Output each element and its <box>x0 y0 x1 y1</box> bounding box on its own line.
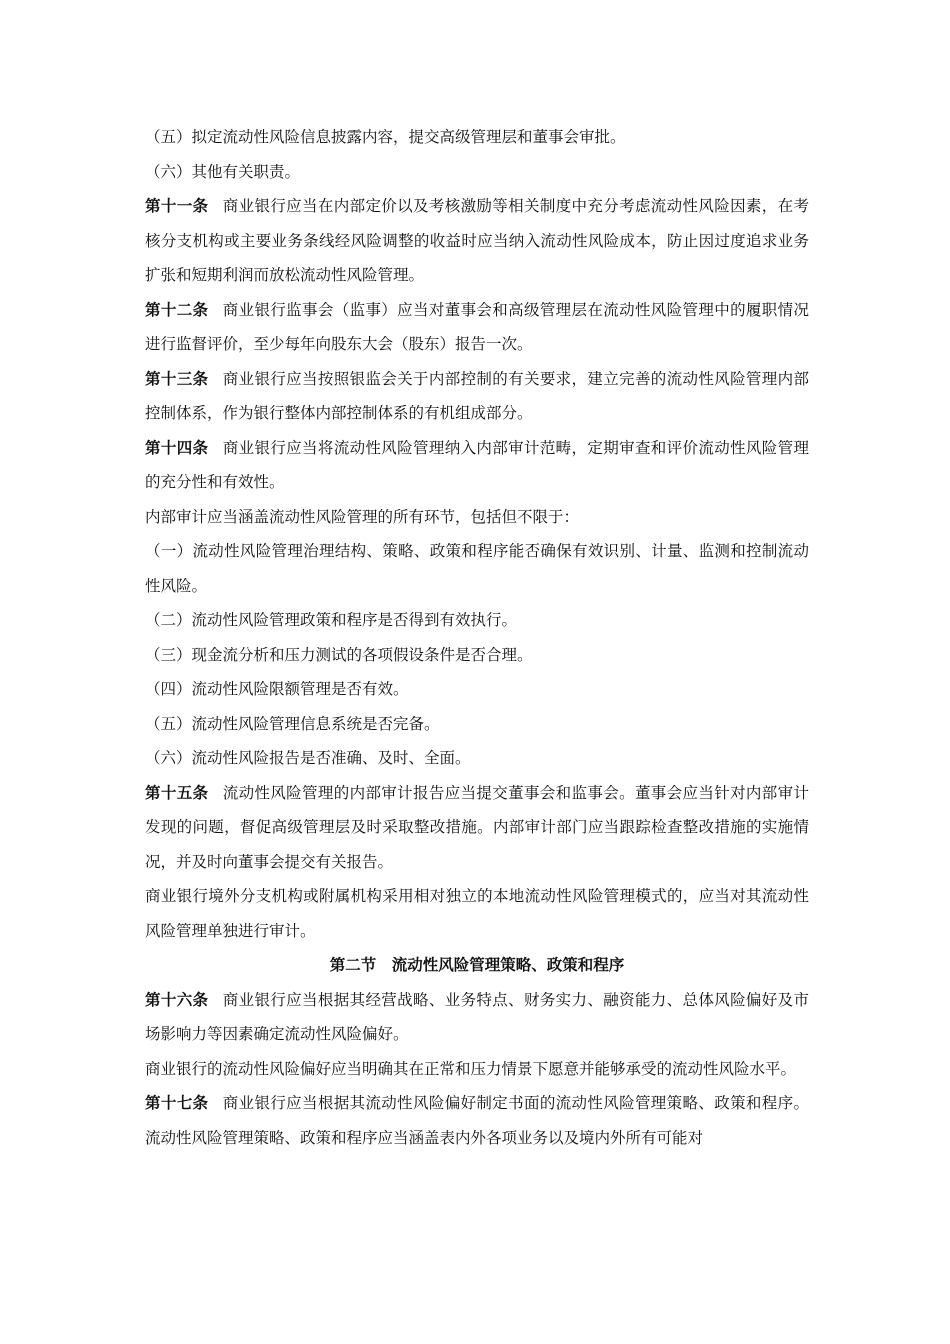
article-paragraph <box>145 189 809 293</box>
article-number: 第十六条 <box>145 990 209 1009</box>
paragraph-text: 商业银行应当根据其流动性风险偏好制定书面的流动性风险管理策略、政策和程序。流动性风险管理策略、政策和程序应当涵盖表内外各项业务以及境内外所有可能对 <box>145 1094 809 1147</box>
plain-paragraph <box>145 500 809 535</box>
paragraph-text: 商业银行境外分支机构或附属机构采用相对独立的本地流动性风险管理模式的，应当对其流动性风险管理单独进行审计。 <box>145 887 809 940</box>
paragraph-text: （二）流动性风险管理政策和程序是否得到有效执行。 <box>145 611 518 629</box>
paragraph-text: 商业银行应当将流动性风险管理纳入内部审计范畴，定期审查和评价流动性风险管理的充分性和有效性。 <box>145 438 809 491</box>
article-paragraph <box>145 362 809 431</box>
paragraph-text: 内部审计应当涵盖流动性风险管理的所有环节，包括但不限于： <box>145 507 580 526</box>
paragraph-text: 流动性风险管理的内部审计报告应当提交董事会和监事会。董事会应当针对内部审计发现的问题，督促高级管理层及时采取整改措施。内部审计部门应当跟踪检查整改措施的实施情况，并及时向董事会提交有关报告。 <box>145 783 809 871</box>
article-number: 第十五条 <box>145 783 209 802</box>
article-paragraph <box>145 293 809 362</box>
article-paragraph <box>145 1086 809 1155</box>
section-heading: 第二节 流动性风险管理策略、政策和程序 <box>329 956 625 974</box>
article-paragraph <box>145 776 809 880</box>
article-paragraph <box>145 431 809 500</box>
plain-paragraph <box>145 1052 809 1087</box>
article-number: 第十三条 <box>145 369 209 388</box>
article-number: 第十七条 <box>145 1094 209 1112</box>
paragraph-text: （六）流动性风险报告是否准确、及时、全面。 <box>145 749 471 767</box>
paragraph-text: 商业银行的流动性风险偏好应当明确其在正常和压力情景下愿意并能够承受的流动性风险水平。 <box>145 1059 797 1078</box>
item-paragraph <box>145 638 809 673</box>
article-number: 第十四条 <box>145 438 209 457</box>
paragraph-text: （四）流动性风险限额管理是否有效。 <box>145 680 409 698</box>
article-number: 第十二条 <box>145 300 209 319</box>
article-number: 第十一条 <box>145 197 209 215</box>
item-paragraph <box>145 707 809 742</box>
paragraph-text: 商业银行应当在内部定价以及考核激励等相关制度中充分考虑流动性风险因素，在考核分支机构或主要业务条线经风险调整的收益时应当纳入流动性风险成本，防止因过度追求业务扩张和短期利润而放松流动性风险管理。 <box>145 197 809 284</box>
paragraph-text: 商业银行应当根据其经营战略、业务特点、财务实力、融资能力、总体风险偏好及市场影响力等因素确定流动性风险偏好。 <box>145 990 809 1043</box>
paragraph-text: （六）其他有关职责。 <box>145 162 301 181</box>
item-paragraph <box>145 603 809 638</box>
item-paragraph <box>145 534 809 603</box>
item-paragraph <box>145 155 809 190</box>
item-paragraph <box>145 672 809 707</box>
paragraph-text: （三）现金流分析和压力测试的各项假设条件是否合理。 <box>145 645 533 664</box>
paragraph-text: 商业银行监事会（监事）应当对董事会和高级管理层在流动性风险管理中的履职情况进行监督评价，至少每年向股东大会（股东）报告一次。 <box>145 300 809 353</box>
item-paragraph <box>145 120 809 155</box>
item-paragraph <box>145 741 809 776</box>
paragraph-text: （五）流动性风险管理信息系统是否完备。 <box>145 714 440 733</box>
article-paragraph <box>145 983 809 1052</box>
plain-paragraph <box>145 879 809 948</box>
paragraph-text: 商业银行应当按照银监会关于内部控制的有关要求，建立完善的流动性风险管理内部控制体系，作为银行整体内部控制体系的有机组成部分。 <box>145 369 809 422</box>
paragraph-text: （五）拟定流动性风险信息披露内容，提交高级管理层和董事会审批。 <box>145 128 626 146</box>
paragraph-text: （一）流动性风险管理治理结构、策略、政策和程序能否确保有效识别、计量、监测和控制流动性风险。 <box>145 542 809 595</box>
document-page <box>145 120 809 1155</box>
